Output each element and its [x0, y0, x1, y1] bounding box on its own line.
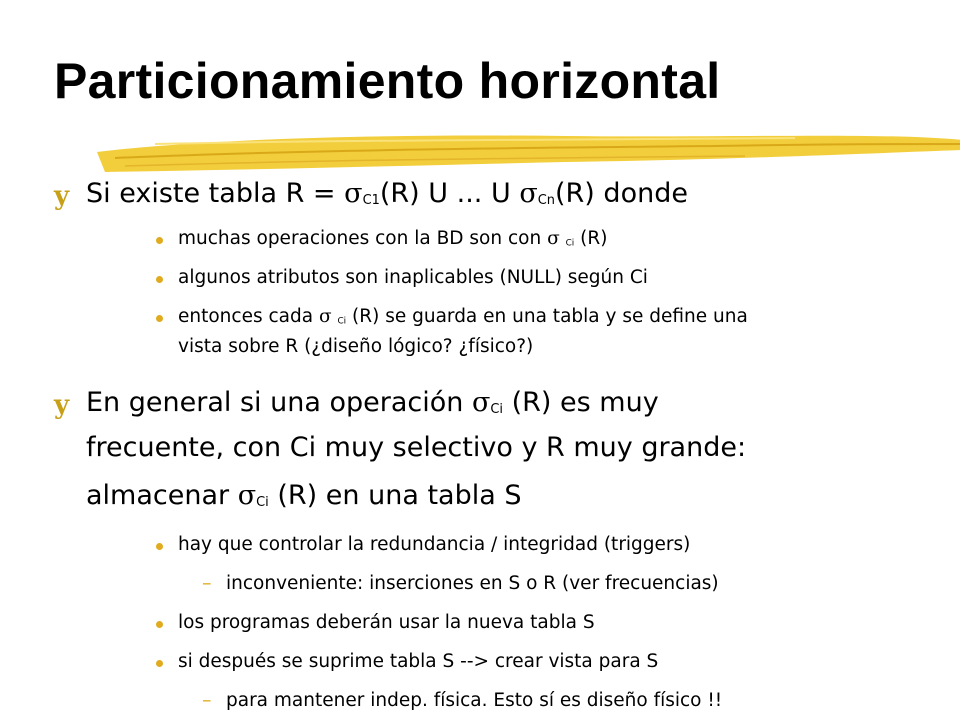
dash-bullet-icon: – [202, 689, 212, 711]
bullet-1-1: muchas operaciones con la BD son con σ $_{Ci}$ (R) [178, 228, 608, 249]
dash-bullet-icon: – [202, 572, 212, 594]
bullet-2-line2: frecuente, con Ci muy selectivo y R muy grande: [86, 432, 747, 463]
dot-bullet-icon [156, 543, 163, 550]
z-bullet-icon: y [54, 390, 70, 420]
bullet-1-2: algunos atributos son inaplicables (NULL) según Ci [178, 267, 648, 288]
dot-bullet-icon [156, 237, 163, 244]
bullet-2-1: hay que controlar la redundancia / integridad (triggers) [178, 534, 691, 555]
bullet-2: En general si una operación $\sigma_{Ci}$ (R) es muy [86, 387, 659, 418]
dot-bullet-icon [156, 621, 163, 628]
dot-bullet-icon [156, 660, 163, 667]
bullet-2-3-1: para mantener indep. física. Esto sí es diseño físico !! [226, 690, 723, 711]
bullet-1-3-line2: vista sobre R (¿diseño lógico? ¿físico?) [178, 336, 534, 357]
yellow-brush-stroke-divider [95, 130, 960, 180]
bullet-1: Si existe tabla $R = \sigma_{C1}(R)$ U ... U $\sigma_{Cn}(R)$ donde [86, 178, 688, 209]
bullet-2-line3: almacenar $\sigma_{Ci}$ (R) en una tabla S [86, 480, 522, 511]
bullet-2-1-1: inconveniente: inserciones en S o R (ver frecuencias) [226, 573, 719, 594]
bullet-2-3: si después se suprime tabla S --> crear vista para S [178, 651, 659, 672]
bullet-2-2: los programas deberán usar la nueva tabla S [178, 612, 595, 633]
dot-bullet-icon [156, 276, 163, 283]
slide-title: Particionamiento horizontal [54, 53, 721, 109]
bullet-1-3: entonces cada σ $_{Ci}$ (R) se guarda en una tabla y se define una [178, 306, 748, 327]
z-bullet-icon: y [54, 181, 70, 211]
dot-bullet-icon [156, 315, 163, 322]
